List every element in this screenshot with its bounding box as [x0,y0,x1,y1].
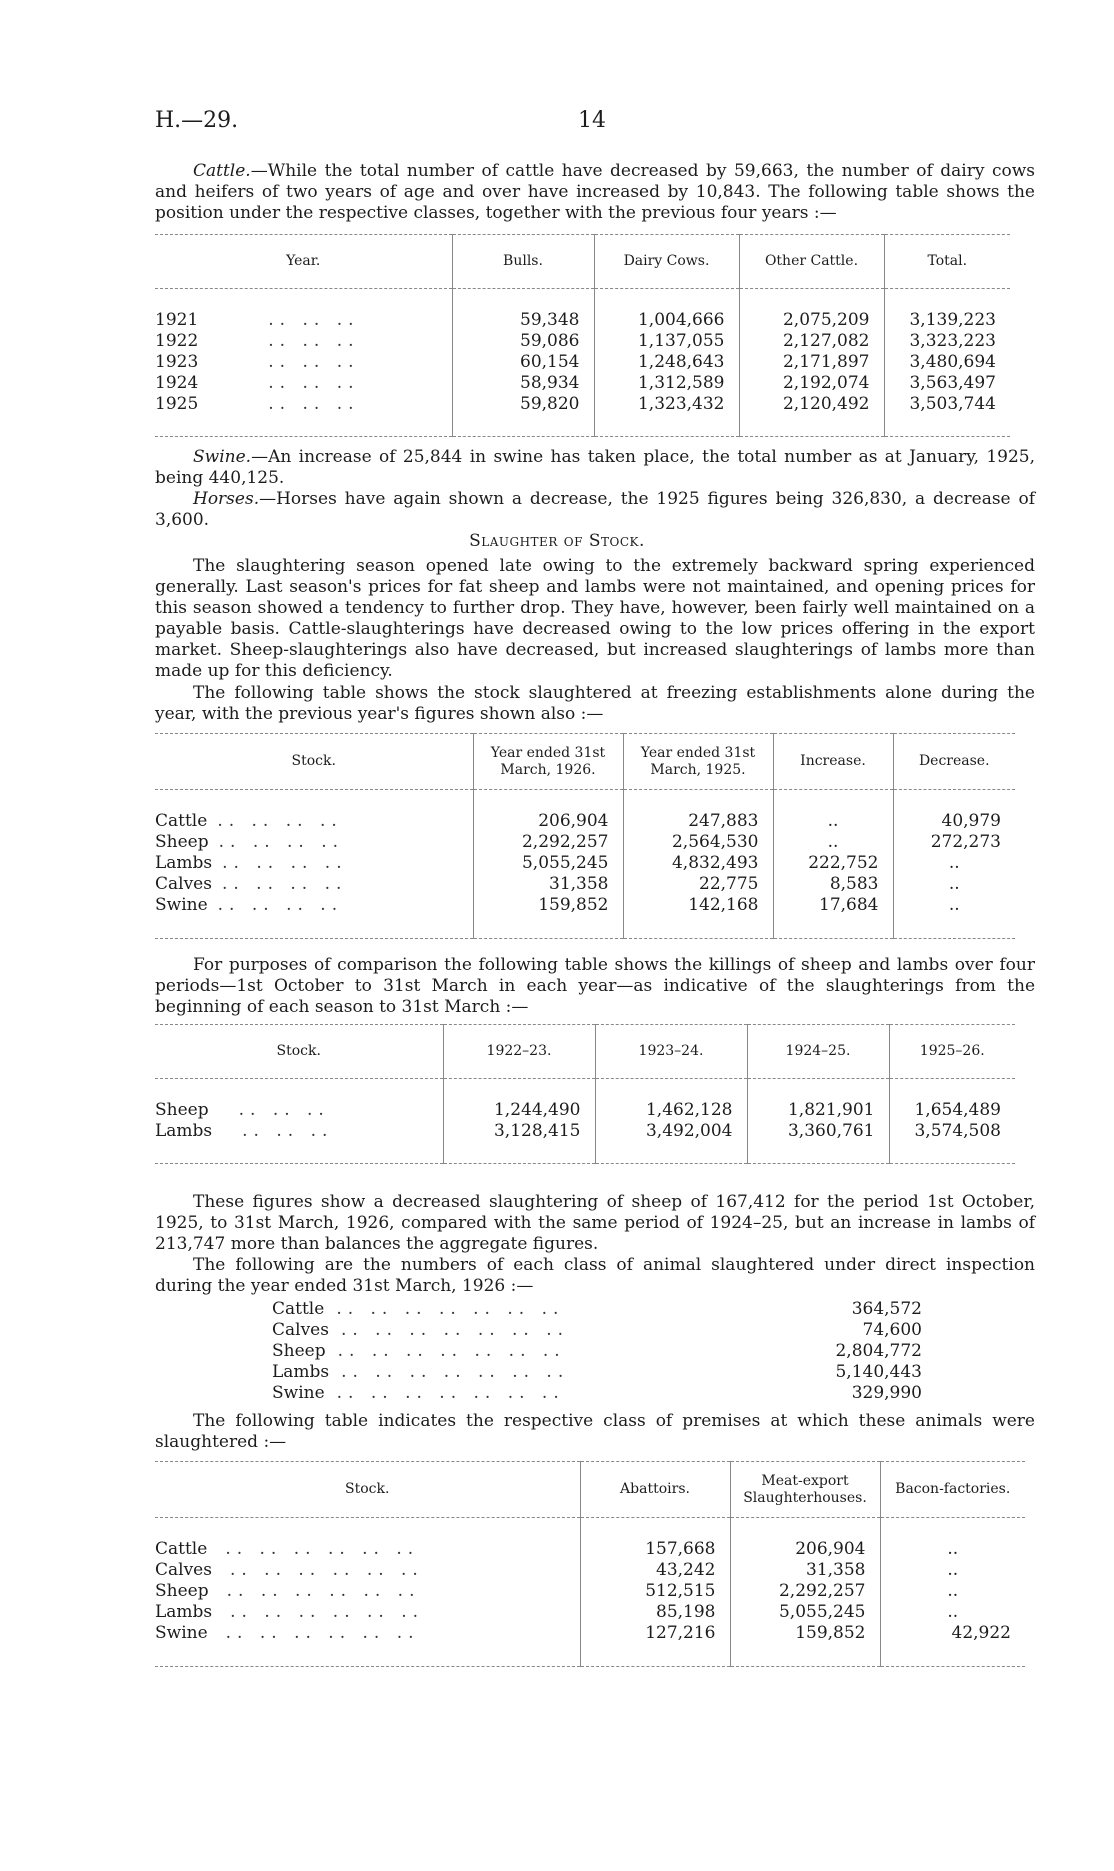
row-label: 1925 [155,394,199,414]
row-label: Swine [155,895,208,915]
cell: 1,312,589 [594,373,739,394]
cell: 3,503,744 [884,394,1010,415]
header-stock: Stock. [345,1481,390,1497]
cell: 40,979 [893,811,1015,832]
cell: 2,127,082 [739,331,884,352]
list-item: Lambs .. .. .. .. .. .. .. 5,140,443 [272,1362,922,1382]
table-header-row [155,1462,1025,1518]
table-row: 1924 .. .. .. 58,934 1,312,589 2,192,074 3,563,497 [155,373,1010,394]
cell: 206,904 [730,1539,880,1560]
comparison-paragraph: For purposes of comparison the following table shows the killings of sheep and lambs over four periods—1st October to 31st March in each year—as indicative of the slaughterings from the beginning of each season to 31st March :— [155,955,1035,1017]
cattle-label: Cattle. [193,161,251,181]
cell: 31,358 [473,874,623,895]
sheep-lambs-comparison-table [155,1024,1015,1164]
row-label: 1921 [155,310,199,330]
table-row: Calves .. .. .. .. .. .. 43,242 31,358 .. [155,1560,1025,1581]
cell: 8,583 [773,874,893,895]
header-decrease: Decrease. [893,734,1015,790]
table-row: Sheep .. .. .. .. .. .. 512,515 2,292,257 .. [155,1581,1025,1602]
horses-paragraph [155,489,1035,531]
list-label: Lambs [272,1362,330,1382]
table-row: Sheep .. .. .. 1,244,490 1,462,128 1,821,901 1,654,489 [155,1100,1015,1121]
cattle-table [155,234,1010,437]
cell: 3,563,497 [884,373,1010,394]
section-heading: Slaughter of Stock. [469,531,645,551]
list-item: Swine .. .. .. .. .. .. .. 329,990 [272,1383,922,1403]
cell: 2,171,897 [739,352,884,373]
cell: 2,292,257 [730,1581,880,1602]
cell: 1,137,055 [594,331,739,352]
cell: 58,934 [452,373,594,394]
cell: .. [893,853,1015,874]
row-label: 1924 [155,373,199,393]
cell: 2,075,209 [739,310,884,331]
row-label: 1923 [155,352,199,372]
cell: 127,216 [580,1623,730,1644]
cell: 5,055,245 [473,853,623,874]
table-row: 1923 .. .. .. 60,154 1,248,643 2,171,897 3,480,694 [155,352,1010,373]
cell: 5,055,245 [730,1602,880,1623]
page-number: 14 [578,108,606,133]
list-label: Calves [272,1320,329,1340]
cell: 17,684 [773,895,893,916]
table-row: Cattle .. .. .. .. .. .. 157,668 206,904 .. [155,1539,1025,1560]
premises-intro-paragraph: The following table indicates the respective class of premises at which these animals were slaughtered :— [155,1411,1035,1452]
row-label: Lambs [155,1602,213,1622]
cell: .. [773,811,893,832]
cell: 31,358 [730,1560,880,1581]
table-row: 1921 .. .. .. 59,348 1,004,666 2,075,209 3,139,223 [155,310,1010,331]
header-1924-25: 1924–25. [747,1025,889,1079]
cell: .. [880,1602,1025,1623]
header-year-1925: Year ended 31st March, 1925. [623,734,773,790]
document-reference: H.—29. [155,108,239,133]
row-label: Calves [155,874,212,894]
horses-label: Horses. [193,489,260,509]
list-value: 74,600 [862,1320,922,1340]
list-value: 5,140,443 [835,1362,922,1382]
cell: 3,139,223 [884,310,1010,331]
cell: 272,273 [893,832,1015,853]
cell: 59,086 [452,331,594,352]
list-item: Sheep .. .. .. .. .. .. .. 2,804,772 [272,1341,922,1361]
header-dairy-cows: Dairy Cows. [594,235,739,289]
cell: 42,922 [880,1623,1025,1644]
header-1922-23: 1922–23. [443,1025,595,1079]
list-value: 364,572 [851,1299,922,1319]
cell: 142,168 [623,895,773,916]
cell: 59,820 [452,394,594,415]
figures-paragraph: These figures show a decreased slaughtering of sheep of 167,412 for the period 1st October, 1925, to 31st March, 1926, compared with the same period of 1924–25, but an increase in lambs of 213,747 more than balances the aggregate figures. [155,1192,1035,1254]
cell: 222,752 [773,853,893,874]
header-increase: Increase. [773,734,893,790]
slaughter-paragraph: The slaughtering season opened late owing to the extremely backward spring experienced generally. Last season's prices for fat sheep and lambs were not maintained, and opening prices for this season showed a tendency to further drop. They have, however, been fairly well maintained on a payable basis. Cattle-slaughterings have decreased owing to the low prices offering in the export market. Sheep-slaughterings also have decreased, but increased slaughterings of lambs more than made up for this deficiency. [155,556,1035,681]
cell: 206,904 [473,811,623,832]
row-label: 1922 [155,331,199,351]
row-label: Sheep [155,832,209,852]
cell: 1,654,489 [889,1100,1015,1121]
cell: 3,574,508 [889,1121,1015,1142]
cell: .. [893,895,1015,916]
header-meat-export: Meat-export Slaughterhouses. [730,1462,880,1518]
cell: 157,668 [580,1539,730,1560]
cell: 2,192,074 [739,373,884,394]
freezing-establishments-table [155,733,1015,939]
table-row: Cattle .. .. .. .. 206,904 247,883 .. 40,979 [155,811,1015,832]
horses-text: —Horses have again shown a decrease, the 1925 figures being 326,830, a decrease of 3,600. [155,489,1035,530]
cell: 1,323,432 [594,394,739,415]
cell: 1,004,666 [594,310,739,331]
swine-label: Swine. [193,447,252,467]
row-label: Sheep [155,1100,209,1120]
cell: 60,154 [452,352,594,373]
table-row: Sheep .. .. .. .. 2,292,257 2,564,530 .. 272,273 [155,832,1015,853]
list-value: 329,990 [851,1383,922,1403]
cell: 59,348 [452,310,594,331]
table-header-row [155,734,1015,790]
swine-text: —An increase of 25,844 in swine has taken place, the total number as at January, 1925, being 440,125. [155,447,1035,488]
row-label: Sheep [155,1581,209,1601]
swine-paragraph [155,447,1035,489]
cell: .. [880,1560,1025,1581]
cell: 2,564,530 [623,832,773,853]
list-label: Swine [272,1383,325,1403]
table-row: Lambs .. .. .. .. .. .. 85,198 5,055,245 .. [155,1602,1025,1623]
header-abattoirs: Abattoirs. [580,1462,730,1518]
cell: 2,120,492 [739,394,884,415]
cell: 159,852 [473,895,623,916]
table-row: Swine .. .. .. .. 159,852 142,168 17,684 .. [155,895,1015,916]
header-total: Total. [884,235,1010,289]
inspection-intro-paragraph: The following are the numbers of each class of animal slaughtered under direct inspection during the year ended 31st March, 1926 :— [155,1255,1035,1296]
header-1923-24: 1923–24. [595,1025,747,1079]
row-label: Cattle [155,1539,208,1559]
cell: .. [893,874,1015,895]
table-row: 1925 .. .. .. 59,820 1,323,432 2,120,492 3,503,744 [155,394,1010,415]
cell: 3,128,415 [443,1121,595,1142]
row-label: Cattle [155,811,208,831]
header-1925-26: 1925–26. [889,1025,1015,1079]
cell: 43,242 [580,1560,730,1581]
list-label: Cattle [272,1299,325,1319]
table-row: Swine .. .. .. .. .. .. 127,216 159,852 42,922 [155,1623,1025,1644]
list-value: 2,804,772 [835,1341,922,1361]
row-label: Swine [155,1623,208,1643]
premises-table [155,1461,1025,1667]
cell: 159,852 [730,1623,880,1644]
row-label: Lambs [155,1121,213,1141]
list-item: Calves .. .. .. .. .. .. .. 74,600 [272,1320,922,1340]
inspection-list [272,1299,922,1404]
header-stock: Stock. [276,1043,321,1059]
cell: 3,492,004 [595,1121,747,1142]
cell: 247,883 [623,811,773,832]
row-label: Calves [155,1560,212,1580]
cell: 85,198 [580,1602,730,1623]
cattle-paragraph [155,161,1035,224]
cell: 512,515 [580,1581,730,1602]
cell: 4,832,493 [623,853,773,874]
row-label: Lambs [155,853,213,873]
header-bacon-factories: Bacon-factories. [880,1462,1025,1518]
freezing-intro-paragraph: The following table shows the stock slaughtered at freezing establishments alone during the year, with the previous year's figures shown also :— [155,683,1035,724]
cell: 1,244,490 [443,1100,595,1121]
cell: .. [880,1581,1025,1602]
header-year-1926: Year ended 31st March, 1926. [473,734,623,790]
cattle-text: —While the total number of cattle have decreased by 59,663, the number of dairy cows and heifers of two years of age and over have increased by 10,843. The following table shows the position under the respective classes, together with the previous four years :— [155,161,1035,223]
list-label: Sheep [272,1341,326,1361]
cell: .. [773,832,893,853]
table-row: Calves .. .. .. .. 31,358 22,775 8,583 .. [155,874,1015,895]
cell: 3,480,694 [884,352,1010,373]
cell: 1,248,643 [594,352,739,373]
table-header-row [155,235,1010,289]
cell: 3,360,761 [747,1121,889,1142]
table-row: 1922 .. .. .. 59,086 1,137,055 2,127,082 3,323,223 [155,331,1010,352]
table-row: Lambs .. .. .. .. 5,055,245 4,832,493 222,752 .. [155,853,1015,874]
cell: 1,821,901 [747,1100,889,1121]
cell: .. [880,1539,1025,1560]
header-bulls: Bulls. [452,235,594,289]
list-item: Cattle .. .. .. .. .. .. .. 364,572 [272,1299,922,1319]
cell: 2,292,257 [473,832,623,853]
table-header-row [155,1025,1015,1079]
table-row: Lambs .. .. .. 3,128,415 3,492,004 3,360,761 3,574,508 [155,1121,1015,1142]
cell: 3,323,223 [884,331,1010,352]
header-other-cattle: Other Cattle. [739,235,884,289]
cell: 22,775 [623,874,773,895]
header-year: Year. [286,253,321,269]
cell: 1,462,128 [595,1100,747,1121]
header-stock: Stock. [291,753,336,769]
